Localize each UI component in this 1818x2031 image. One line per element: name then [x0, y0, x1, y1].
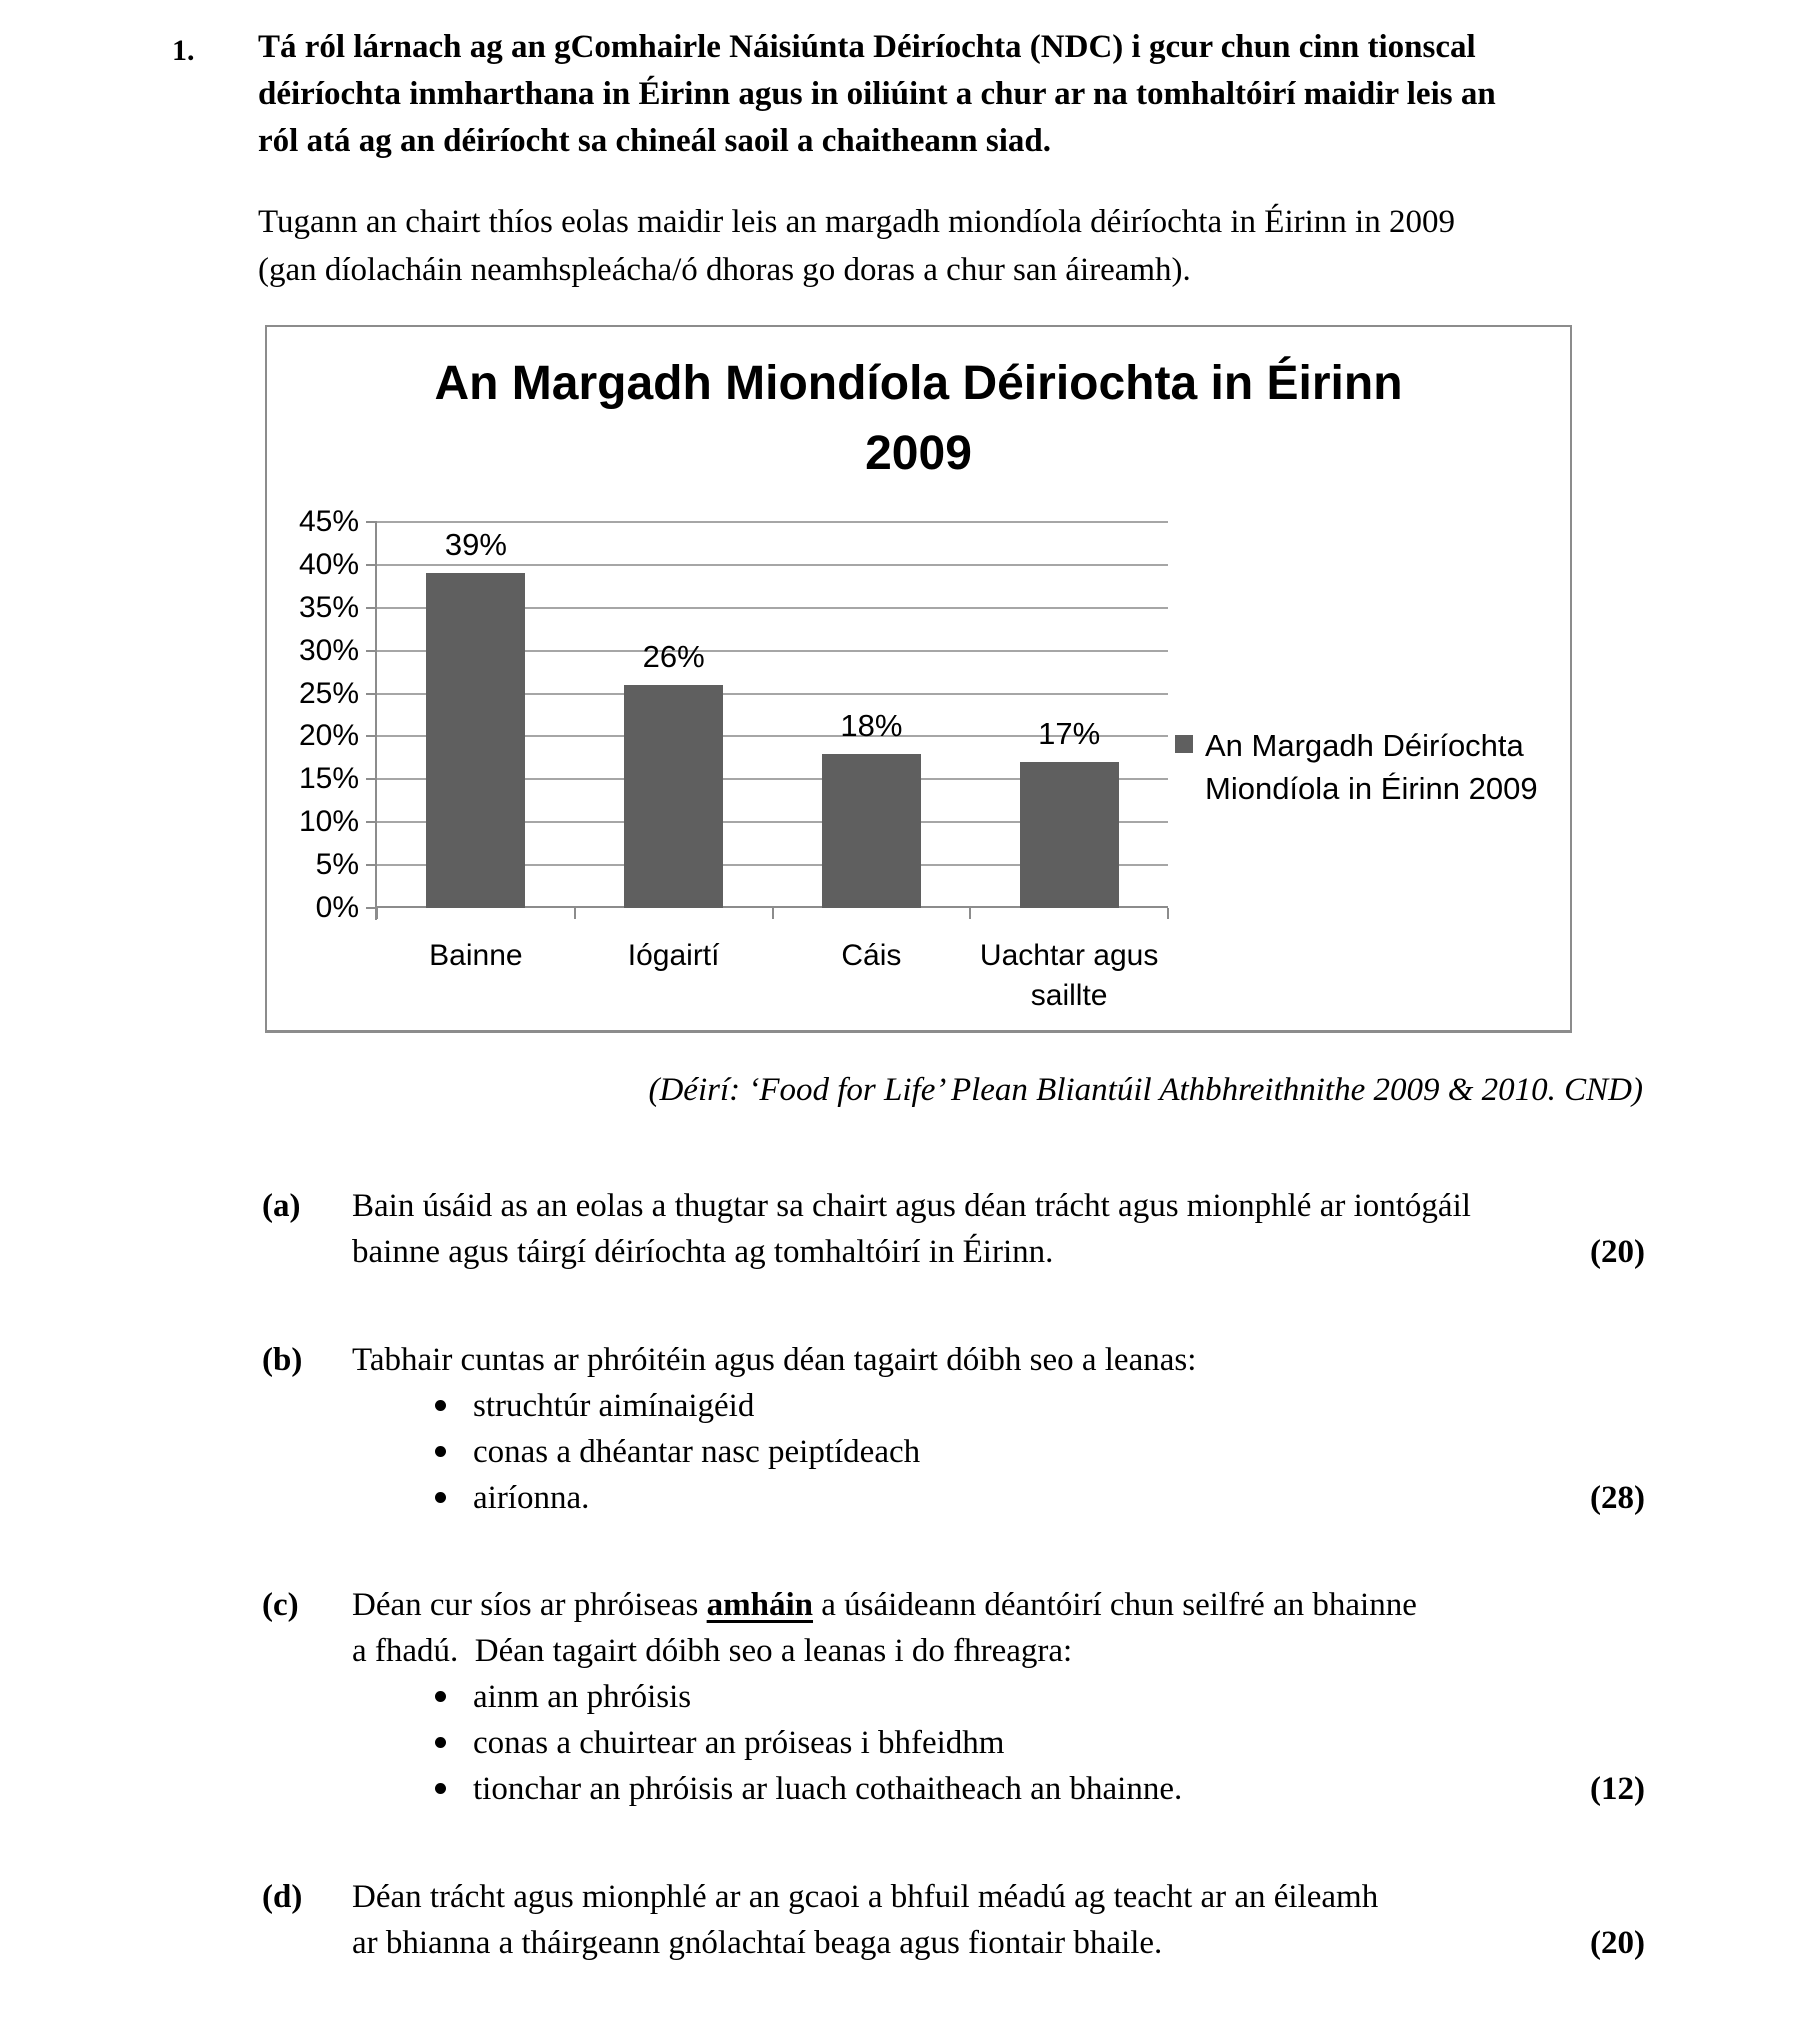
part-text-line: Tabhair cuntas ar phróitéin agus déan tagairt dóibh seo a leanas:: [352, 1342, 1197, 1378]
y-axis-tick-label: 35%: [298, 590, 359, 624]
x-axis-tick: [969, 908, 971, 919]
y-axis-tick-label: 40%: [298, 547, 359, 581]
question-number: 1.: [172, 34, 195, 67]
chart-title: [267, 349, 1570, 489]
chart-source-citation: (Déirí: ‘Food for Life’ Plean Bliantúil Athbhreithnithe 2009 & 2010. CND): [648, 1072, 1643, 1108]
y-axis-tick-label: 10%: [298, 805, 359, 839]
y-axis-tick-label: 25%: [298, 676, 359, 710]
x-axis-category-label: Iógairtí: [627, 939, 720, 972]
bar-chart: [265, 325, 1572, 1033]
part-text-line: Déan trácht agus mionphlé ar an gcaoi a bhfuil méadú ag teacht ar an éileamh: [352, 1879, 1379, 1915]
chart-intro-paragraph: [258, 198, 1455, 294]
marks-badge: (20): [1590, 1234, 1645, 1270]
bar-data-label: 39%: [444, 527, 507, 563]
chart-legend: [1175, 724, 1538, 810]
chart-plot-area: [298, 505, 1168, 1012]
legend-label: [1205, 724, 1538, 810]
part-text-line: a fhadú. Déan tagairt dóibh seo a leanas i do fhreagra:: [352, 1633, 1073, 1669]
bullet-text: tionchar an phróisis ar luach cothaitheach an bhainne.: [473, 1771, 1183, 1807]
part-text-line: bainne agus táirgí déiríochta ag tomhaltóirí in Éirinn.: [352, 1234, 1054, 1270]
heading-line: déiríochta inmharthana in Éirinn agus in oiliúint a chur ar na tomhaltóirí maidir leis an: [258, 76, 1496, 112]
bar-data-label: 17%: [1038, 716, 1101, 752]
y-axis-tick-label: 5%: [315, 848, 359, 882]
part-text-line: Bain úsáid as an eolas a thugtar sa chairt agus déan trácht agus mionphlé ar iontógáil: [352, 1188, 1471, 1224]
x-axis-tick: [772, 908, 774, 919]
legend-marker-icon: [1175, 735, 1193, 753]
question-part-a: [262, 1183, 1645, 1275]
part-label: (b): [262, 1342, 303, 1378]
bar-data-label: 18%: [840, 707, 903, 743]
heading-line: Tá ról lárnach ag an gComhairle Náisiúnta Déiríochta (NDC) i gcur chun cinn tionscal: [258, 29, 1476, 65]
bullet-item: [352, 1720, 1645, 1766]
bullet-item: [352, 1383, 1645, 1429]
x-axis-tick: [574, 908, 576, 919]
y-axis-tick-label: 20%: [298, 719, 359, 753]
y-axis-tick-label: 15%: [298, 762, 359, 796]
chart-title-line: An Margadh Miondíola Déiriochta in Éirinn: [434, 357, 1403, 410]
bullet-icon: [435, 1446, 446, 1457]
question-part-d: [262, 1874, 1645, 1966]
bullet-item: [352, 1429, 1645, 1475]
part-label: (d): [262, 1879, 303, 1915]
part-text-segment: Déan cur síos ar phróiseas: [352, 1587, 707, 1623]
bullet-text: ainm an phróisis: [473, 1679, 692, 1715]
x-axis-category-label: Bainne: [429, 939, 523, 972]
bullet-icon: [435, 1783, 446, 1794]
y-axis-tick-label: 30%: [298, 633, 359, 667]
part-text-line: [352, 1582, 1645, 1628]
bullet-item: [352, 1674, 1645, 1720]
question-part-b: [262, 1337, 1645, 1521]
marks-badge: (28): [1590, 1480, 1645, 1516]
heading-line: ról atá ag an déiríocht sa chineál saoil a chaitheann siad.: [258, 123, 1051, 159]
marks-badge: (20): [1590, 1925, 1645, 1961]
legend-label-line: An Margadh Déiríochta: [1205, 728, 1524, 763]
gridline: [377, 521, 1168, 523]
bar-data-label: 26%: [642, 638, 705, 674]
intro-line: (gan díolacháin neamhspleácha/ó dhoras go doras a chur san áireamh).: [258, 252, 1191, 288]
x-axis-category-label: Cáis: [841, 939, 902, 972]
part-label: (a): [262, 1188, 301, 1224]
bullet-text: conas a chuirtear an próiseas i bhfeidhm: [473, 1725, 1005, 1761]
y-axis-tick-label: 45%: [298, 505, 359, 538]
x-axis-tick: [1167, 908, 1169, 919]
bullet-icon: [435, 1492, 446, 1503]
part-text-line: ar bhianna a tháirgeann gnólachtaí beaga agus fiontair bhaile.: [352, 1925, 1163, 1961]
marks-badge: (12): [1590, 1771, 1645, 1807]
bullet-icon: [435, 1737, 446, 1748]
underlined-word: amháin: [706, 1587, 814, 1623]
part-text-segment: a úsáideann déantóirí chun seilfré an bhainne: [813, 1587, 1417, 1623]
question-heading: [258, 24, 1496, 165]
legend-label-line: Miondíola in Éirinn 2009: [1205, 771, 1538, 806]
bar: [624, 685, 723, 908]
bullet-item: [352, 1766, 1645, 1812]
gridline: [377, 564, 1168, 566]
y-axis-tick-label: 0%: [315, 891, 359, 924]
bullet-text: struchtúr aimínaigéid: [473, 1388, 755, 1424]
y-axis-line: [375, 522, 377, 920]
bullet-icon: [435, 1400, 446, 1411]
bullet-item: [352, 1475, 1645, 1521]
x-axis-tick: [376, 908, 378, 919]
bar: [822, 754, 921, 908]
bullet-text: conas a dhéantar nasc peiptídeach: [473, 1434, 921, 1470]
bar: [426, 573, 525, 908]
bar: [1020, 762, 1119, 908]
chart-title-line: 2009: [865, 427, 972, 480]
bullet-text: airíonna.: [473, 1480, 590, 1516]
intro-line: Tugann an chairt thíos eolas maidir leis an margadh miondíola déiríochta in Éirinn in 2009: [258, 204, 1455, 240]
part-label: (c): [262, 1587, 299, 1623]
bullet-icon: [435, 1691, 446, 1702]
x-axis-category-label: Uachtar agus saillte: [979, 939, 1159, 1012]
question-part-c: [262, 1582, 1645, 1812]
